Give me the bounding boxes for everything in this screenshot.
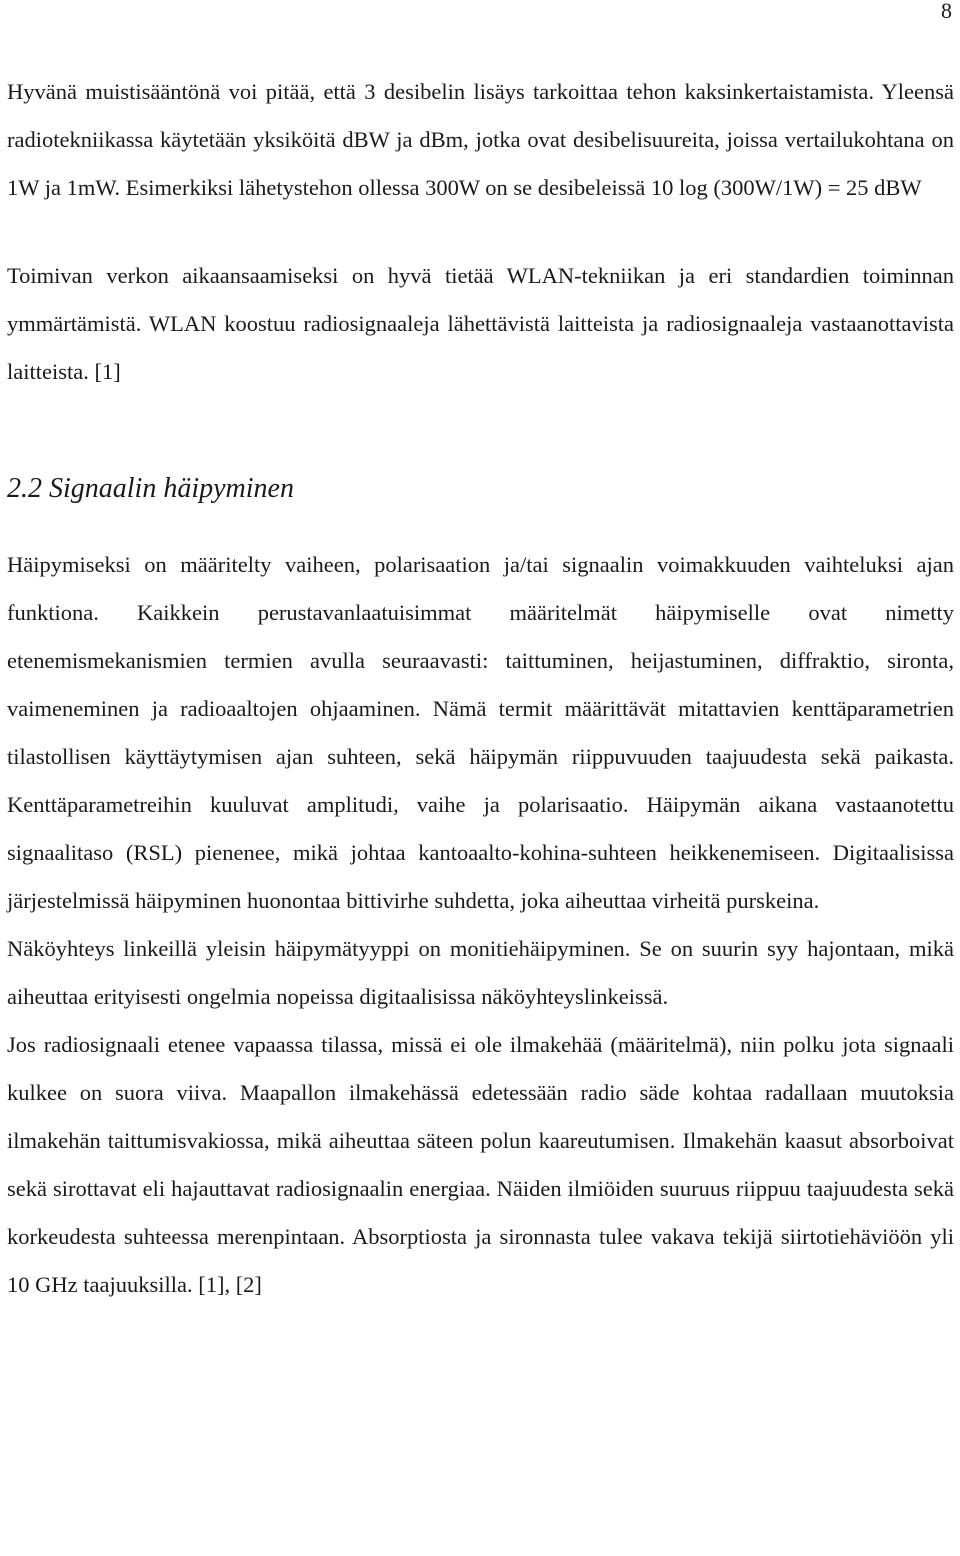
paragraph-fading-definition: Häipymiseksi on määritelty vaiheen, polarisaation ja/tai signaalin voimakkuuden vaihteluksi ajan funktiona. Kaikkein perustavanlaatuisimmat määritelmät häipymiselle ovat nimetty etenemismekanismien termien avulla seuraavasti: taittuminen, heijastuminen, diffraktio, sironta, vaimeneminen ja radioaaltojen ohjaaminen. Nämä termit määrittävät mitattavien kenttäparametrien tilastollisen käyttäytymisen ajan suhteen, sekä häipymän riippuvuuden taajuudesta sekä paikasta. Kenttäparametreihin kuuluvat amplitudi, vaihe ja polarisaatio. Häipymän aikana vastaanotettu signaalitaso (RSL) pienenee, mikä johtaa kantoaalto-kohina-suhteen heikkenemiseen. Digitaalisissa järjestelmissä häipyminen huonontaa bittivirhe suhdetta, joka aiheuttaa virheitä purskeina. xyxy=(7,552,954,913)
paragraph-multipath-fading: Näköyhteys linkeillä yleisin häipymätyyppi on monitiehäipyminen. Se on suurin syy hajontaan, mikä aiheuttaa erityisesti ongelmia nopeissa digitaalisissa näköyhteyslinkeissä. xyxy=(7,936,954,1009)
document-body xyxy=(7,68,954,1309)
paragraph-decibel-rule: Hyvänä muistisääntönä voi pitää, että 3 desibelin lisäys tarkoittaa tehon kaksinkertaistamista. Yleensä radiotekniikassa käytetään yksiköitä dBW ja dBm, jotka ovat desibelisuureita, joissa vertailukohtana on 1W ja 1mW. Esimerkiksi lähetystehon ollessa 300W on se desibeleissä 10 log (300W/1W) = 25 dBW xyxy=(7,79,954,200)
section-heading: 2.2 Signaalin häipyminen xyxy=(7,473,294,504)
paragraph-wlan-intro: Toimivan verkon aikaansaamiseksi on hyvä tietää WLAN-tekniikan ja eri standardien toiminnan ymmärtämistä. WLAN koostuu radiosignaaleja lähettävistä laitteista ja radiosignaaleja vastaanottavista laitteista. [1] xyxy=(7,263,954,384)
page-number: 8 xyxy=(941,0,952,23)
paragraph-free-space-propagation: Jos radiosignaali etenee vapaassa tilassa, missä ei ole ilmakehää (määritelmä), niin polku jota signaali kulkee on suora viiva. Maapallon ilmakehässä edetessään radio säde kohtaa radallaan muutoksia ilmakehän taittumisvakiossa, mikä aiheuttaa säteen polun kaareutumisen. Ilmakehän kaasut absorboivat sekä sirottavat eli hajauttavat radiosignaalin energiaa. Näiden ilmiöiden suuruus riippuu taajuudesta sekä korkeudesta suhteessa merenpintaan. Absorptiosta ja sironnasta tulee vakava tekijä siirtotiehäviöön yli 10 GHz taajuuksilla. [1], [2] xyxy=(7,1032,954,1297)
